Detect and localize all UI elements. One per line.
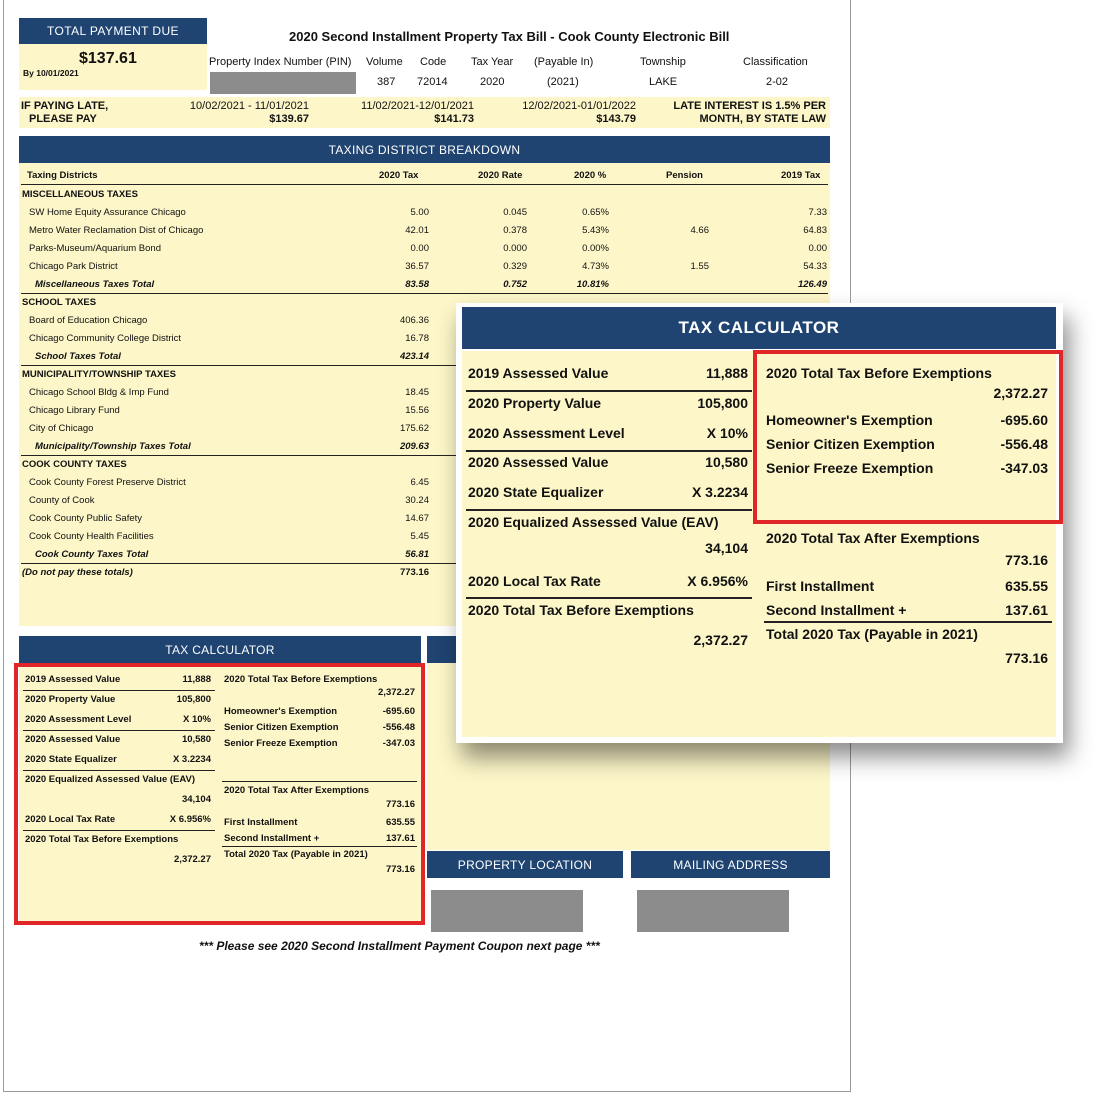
- district-tax: 5.00: [410, 207, 429, 218]
- enlarged-calculator-header: [462, 307, 1056, 349]
- small-calc-value: 2,372.27: [174, 854, 211, 865]
- calc-total-value: 773.16: [1005, 650, 1048, 666]
- district-name: SW Home Equity Assurance Chicago: [29, 207, 186, 218]
- district-rate: 0.045: [503, 207, 527, 218]
- district-rate: 0.329: [503, 261, 527, 272]
- calc-label: 2020 Property Value: [468, 395, 602, 411]
- enlarged-calculator-title: TAX CALCULATOR: [678, 318, 840, 337]
- small-calc-label: 2020 Property Value: [25, 694, 116, 705]
- volume-value: 387: [377, 76, 396, 88]
- calc-label: 2019 Assessed Value: [468, 365, 609, 381]
- section-total-tax: 56.81: [405, 549, 429, 560]
- calc-rule: [466, 509, 752, 511]
- tax-year-label: Tax Year: [471, 56, 514, 68]
- mailing-address-redacted: [637, 890, 789, 932]
- calc-first-value: 635.55: [1005, 578, 1048, 594]
- col-2020-pct: 2020 %: [574, 170, 607, 181]
- payable-label: (Payable In): [534, 56, 594, 68]
- calc-exemption-label: Homeowner's Exemption: [766, 412, 933, 428]
- calc-value: 34,104: [705, 540, 748, 556]
- calc-label: 2020 Local Tax Rate: [468, 573, 601, 589]
- pin-redacted: [210, 72, 356, 94]
- township-value: LAKE: [649, 76, 678, 88]
- section-misc-header: [19, 186, 830, 204]
- small-calc-label: 2019 Assessed Value: [25, 674, 121, 685]
- small-calc-before-value: 2,372.27: [378, 687, 415, 698]
- calc-label: 2020 Assessment Level: [468, 425, 625, 441]
- bill-title: 2020 Second Installment Property Tax Bill - Cook County Electronic Bill: [289, 29, 730, 44]
- section-total-label: Miscellaneous Taxes Total: [35, 279, 155, 290]
- classification-label: Classification: [743, 56, 808, 68]
- district-name: Cook County Forest Preserve District: [29, 477, 186, 488]
- late-interest-note-2: MONTH, BY STATE LAW: [699, 113, 826, 125]
- calc-after-label: 2020 Total Tax After Exemptions: [766, 530, 980, 546]
- district-tax: 15.56: [405, 405, 429, 416]
- small-calc-exemption-value: -347.03: [382, 738, 415, 749]
- district-name: Chicago Park District: [29, 261, 118, 272]
- district-pct: 0.00%: [582, 243, 609, 254]
- calc-exemption-value: -556.48: [1000, 436, 1048, 452]
- calc-value: X 3.2234: [691, 484, 748, 500]
- small-calc-value: 11,888: [182, 674, 211, 685]
- district-2019-tax: 54.33: [803, 261, 827, 272]
- calc-first-label: First Installment: [766, 578, 875, 594]
- table-row: [19, 258, 830, 276]
- small-calc-value: X 3.2234: [172, 754, 211, 765]
- district-tax: 175.62: [399, 423, 429, 434]
- total-due-header: [19, 18, 207, 44]
- calc-after-value: 773.16: [1005, 552, 1048, 568]
- property-location-header: [427, 851, 623, 878]
- district-name: Board of Education Chicago: [29, 315, 148, 326]
- section-total-tax: 209.63: [399, 441, 429, 452]
- col-2020-rate: 2020 Rate: [478, 170, 523, 181]
- calc-total-label: Total 2020 Tax (Payable in 2021): [766, 626, 978, 642]
- small-calc-before-label: 2020 Total Tax Before Exemptions: [224, 674, 378, 685]
- district-pension: 1.55: [690, 261, 709, 272]
- late-period-3-range: 12/02/2021-01/01/2022: [522, 100, 636, 112]
- district-tax: 406.36: [399, 315, 429, 326]
- small-calc-exemption-value: -695.60: [382, 706, 415, 717]
- calc-value: 10,580: [705, 454, 748, 470]
- grand-total-note: (Do not pay these totals): [22, 567, 133, 578]
- township-label: Township: [640, 56, 686, 68]
- volume-label: Volume: [366, 56, 403, 68]
- calc-rule: [466, 390, 752, 392]
- late-interest-note-1: LATE INTEREST IS 1.5% PER: [673, 100, 826, 112]
- district-pension: 4.66: [690, 225, 709, 236]
- district-rate: 0.378: [503, 225, 527, 236]
- total-due-label: TOTAL PAYMENT DUE: [47, 24, 179, 38]
- district-tax: 30.24: [405, 495, 429, 506]
- district-name: Cook County Health Facilities: [29, 531, 154, 542]
- small-calc-second-label: Second Installment +: [224, 833, 320, 844]
- grand-total-value: 773.16: [399, 567, 429, 578]
- calc-value: X 10%: [706, 425, 748, 441]
- calc-value: X 6.956%: [687, 573, 748, 589]
- calc-second-label: Second Installment +: [766, 602, 907, 618]
- calc-exemption-value: -347.03: [1000, 460, 1048, 476]
- district-name: Parks-Museum/Aquarium Bond: [29, 243, 161, 254]
- late-period-1-amount: $139.67: [269, 113, 309, 125]
- district-tax: 42.01: [405, 225, 429, 236]
- small-calc-value: 34,104: [181, 794, 211, 805]
- small-calc-label: 2020 State Equalizer: [25, 754, 117, 765]
- small-calc-value: 10,580: [181, 734, 211, 745]
- district-2019-tax: 7.33: [808, 207, 827, 218]
- district-pct: 4.73%: [582, 261, 609, 272]
- small-calc-label: 2020 Local Tax Rate: [25, 814, 116, 825]
- calc-rule: [466, 597, 752, 599]
- small-calc-total-value: 773.16: [385, 864, 415, 875]
- payable-value: (2021): [547, 76, 579, 88]
- late-period-3-amount: $143.79: [596, 113, 636, 125]
- district-pct: 0.65%: [582, 207, 609, 218]
- district-2019-tax: 0.00: [808, 243, 827, 254]
- col-taxing-districts: Taxing Districts: [27, 170, 98, 181]
- section-name: MISCELLANEOUS TAXES: [22, 189, 138, 200]
- district-rate: 0.000: [503, 243, 527, 254]
- small-calc-label: 2020 Assessment Level: [25, 714, 132, 725]
- section-name: MUNICIPALITY/TOWNSHIP TAXES: [22, 369, 176, 380]
- total-due-amount: $137.61: [79, 50, 137, 67]
- table-row: [19, 222, 830, 240]
- footer-note: *** Please see 2020 Second Installment Payment Coupon next page ***: [199, 939, 600, 953]
- col-2019-tax: 2019 Tax: [781, 170, 821, 181]
- highlight-exemptions: [753, 350, 1063, 524]
- small-calc-exemption-label: Senior Freeze Exemption: [224, 738, 338, 749]
- district-name: Metro Water Reclamation Dist of Chicago: [29, 225, 204, 236]
- section-total-tax: 423.14: [399, 351, 429, 362]
- small-calc-after-label: 2020 Total Tax After Exemptions: [224, 785, 370, 796]
- small-calc-total-label: Total 2020 Tax (Payable in 2021): [224, 849, 368, 860]
- calc-value: 2,372.27: [693, 632, 748, 648]
- late-label-line1: IF PAYING LATE,: [21, 100, 109, 112]
- col-2020-tax: 2020 Tax: [379, 170, 419, 181]
- mailing-address-header: [631, 851, 830, 878]
- breakdown-column-headers: [19, 167, 830, 185]
- late-period-1-range: 10/02/2021 - 11/01/2021: [189, 100, 309, 112]
- small-calc-first-value: 635.55: [385, 817, 415, 828]
- col-pension: Pension: [666, 170, 703, 181]
- enlarged-calculator-popup: [456, 303, 1063, 743]
- property-location-label: PROPERTY LOCATION: [457, 857, 593, 872]
- mailing-address-label: MAILING ADDRESS: [673, 857, 788, 872]
- small-calc-second-value: 137.61: [385, 833, 415, 844]
- calc-rule: [466, 450, 752, 452]
- property-location-redacted: [431, 890, 583, 932]
- calc-label: 2020 Equalized Assessed Value (EAV): [468, 514, 719, 530]
- late-label-line2: PLEASE PAY: [29, 113, 97, 125]
- section-total-label: School Taxes Total: [35, 351, 121, 362]
- late-period-2-amount: $141.73: [434, 113, 474, 125]
- tax-year-value: 2020: [480, 76, 505, 88]
- classification-value: 2-02: [766, 76, 789, 88]
- due-date: By 10/01/2021: [23, 68, 79, 78]
- small-calc-label: 2020 Total Tax Before Exemptions: [25, 834, 179, 845]
- table-row: [19, 240, 830, 258]
- small-calculator-title: TAX CALCULATOR: [165, 642, 275, 657]
- calc-label: 2020 Total Tax Before Exemptions: [468, 602, 694, 618]
- section-total-pct: 10.81%: [576, 279, 609, 290]
- district-name: City of Chicago: [29, 423, 94, 434]
- district-tax: 16.78: [405, 333, 429, 344]
- section-total-label: Cook County Taxes Total: [35, 549, 149, 560]
- district-name: Chicago Community College District: [29, 333, 182, 344]
- section-total-label: Municipality/Township Taxes Total: [35, 441, 191, 452]
- district-name: Cook County Public Safety: [29, 513, 143, 524]
- section-name: COOK COUNTY TAXES: [22, 459, 127, 470]
- district-tax: 18.45: [405, 387, 429, 398]
- table-row: [19, 204, 830, 222]
- calc-label: 2020 Assessed Value: [468, 454, 609, 470]
- code-value: 72014: [417, 76, 448, 88]
- calc-before-value: 2,372.27: [993, 385, 1048, 401]
- section-name: SCHOOL TAXES: [22, 297, 97, 308]
- calc-second-value: 137.61: [1005, 602, 1048, 618]
- district-tax: 36.57: [405, 261, 429, 272]
- district-tax: 5.45: [410, 531, 429, 542]
- highlight-small-calculator: [14, 663, 425, 925]
- small-calc-after-value: 773.16: [385, 799, 415, 810]
- small-calc-first-label: First Installment: [224, 817, 298, 828]
- calc-exemption-value: -695.60: [1000, 412, 1048, 428]
- section-total-2019: 126.49: [797, 279, 827, 290]
- pin-label: Property Index Number (PIN): [209, 56, 352, 68]
- section-total-row: [19, 276, 830, 294]
- small-calc-exemption-label: Homeowner's Exemption: [224, 706, 338, 717]
- small-calc-exemption-value: -556.48: [382, 722, 415, 733]
- calc-value: 105,800: [697, 395, 748, 411]
- district-name: County of Cook: [29, 495, 95, 506]
- breakdown-header-rule: [21, 184, 828, 185]
- small-calc-label: 2020 Equalized Assessed Value (EAV): [25, 774, 196, 785]
- calc-exemption-label: Senior Freeze Exemption: [766, 460, 934, 476]
- breakdown-header: [19, 136, 830, 163]
- section-total-tax: 83.58: [405, 279, 429, 290]
- calc-value: 11,888: [705, 365, 748, 381]
- breakdown-title: TAXING DISTRICT BREAKDOWN: [328, 142, 521, 157]
- small-calc-value: X 6.956%: [169, 814, 211, 825]
- district-tax: 0.00: [410, 243, 429, 254]
- small-calc-label: 2020 Assessed Value: [25, 734, 121, 745]
- code-label: Code: [420, 56, 447, 68]
- section-total-rate: 0.752: [503, 279, 527, 290]
- district-tax: 6.45: [410, 477, 429, 488]
- small-calc-value: 105,800: [176, 694, 211, 705]
- calc-label: 2020 State Equalizer: [468, 484, 604, 500]
- late-payment-band: [19, 97, 830, 128]
- calc-rule: [764, 621, 1052, 623]
- late-period-2-range: 11/02/2021-12/01/2021: [361, 100, 474, 112]
- district-2019-tax: 64.83: [803, 225, 827, 236]
- calc-exemption-label: Senior Citizen Exemption: [766, 436, 935, 452]
- small-calc-exemption-label: Senior Citizen Exemption: [224, 722, 339, 733]
- total-due-box: [19, 44, 207, 90]
- district-tax: 14.67: [405, 513, 429, 524]
- calc-before-label: 2020 Total Tax Before Exemptions: [766, 365, 992, 381]
- district-name: Chicago School Bldg & Imp Fund: [29, 387, 169, 398]
- district-name: Chicago Library Fund: [29, 405, 120, 416]
- district-pct: 5.43%: [582, 225, 609, 236]
- small-calc-value: X 10%: [183, 714, 211, 725]
- small-calculator-header: [19, 636, 421, 663]
